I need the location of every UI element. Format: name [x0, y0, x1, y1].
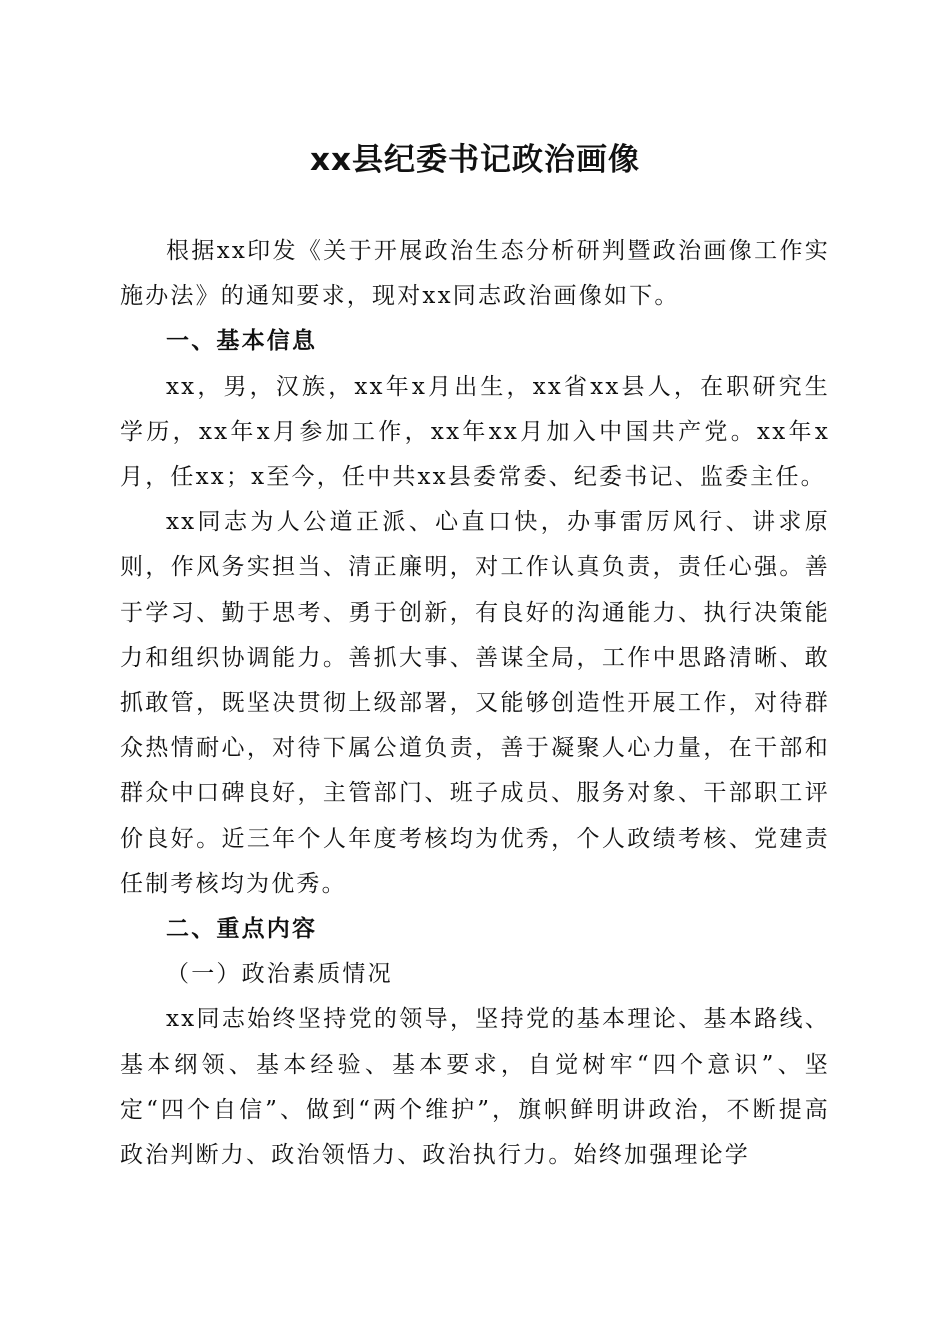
intro-paragraph: 根据xx印发《关于开展政治生态分析研判暨政治画像工作实施办法》的通知要求，现对xx同志政治画像如下。 — [120, 238, 830, 310]
character-evaluation-paragraph: xx同志为人公道正派、心直口快，办事雷厉风行、讲求原则，作风务实担当、清正廉明，对工作认真负责，责任心强。善于学习、勤于思考、勇于创新，有良好的沟通能力、执行决策能力和组织协调能力。善抓大事、善谋全局，工作中思路清晰、敢抓敢管，既坚决贯彻上级部署，又能够创造性开展工作，对待群众热情耐心，对待下属公道负责，善于凝聚人心力量，在干部和群众中口碑良好，主管部门、班子成员、服务对象、干部职工评价良好。近三年个人年度考核均为优秀，个人政绩考核、党建责任制考核均为优秀。 — [120, 509, 830, 897]
political-quality-paragraph: xx同志始终坚持党的领导，坚持党的基本理论、基本路线、基本纲领、基本经验、基本要求，自觉树牢“四个意识”、坚定“四个自信”、做到“两个维护”，旗帜鲜明讲政治，不断提高政治判断力、政治领悟力、政治执行力。始终加强理论学 — [120, 1006, 830, 1169]
basic-info-paragraph: xx，男，汉族，xx年x月出生，xx省xx县人，在职研究生学历，xx年x月参加工作，xx年xx月加入中国共产党。xx年x月，任xx；x至今，任中共xx县委常委、纪委书记、监委主任。 — [120, 373, 830, 491]
section-heading-key-content: 二、重点内容 — [166, 916, 318, 943]
document-body — [120, 229, 830, 1178]
section-heading-basic-info: 一、基本信息 — [166, 328, 318, 355]
document-title: xx县纪委书记政治画像 — [310, 142, 640, 178]
subsection-heading-political-quality: （一）政治素质情况 — [166, 961, 393, 988]
